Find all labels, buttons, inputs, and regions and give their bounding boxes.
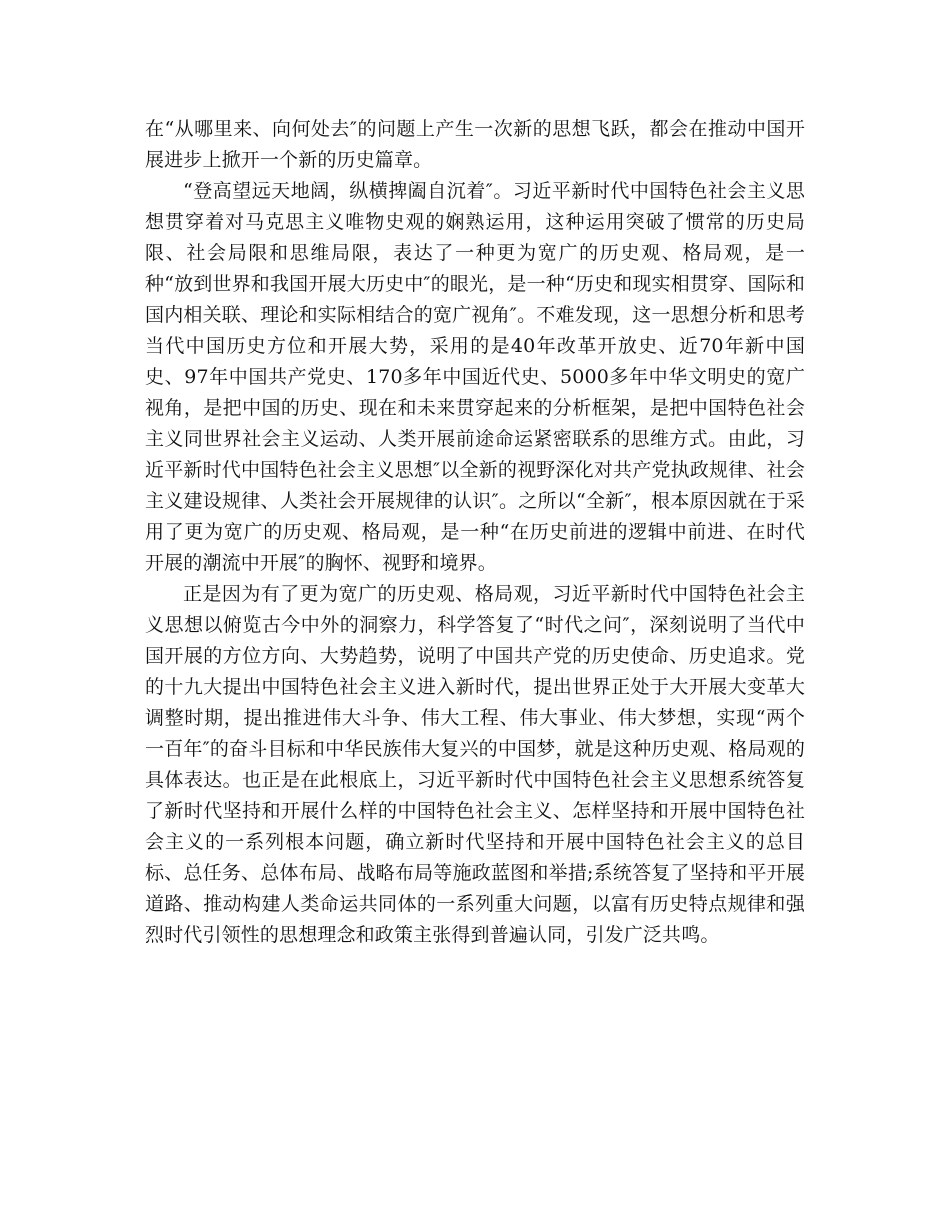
- paragraph-continuation: 在“从哪里来、向何处去″的问题上产生一次新的思想飞跃，都会在推动中国开展进步上掀开一个新的历史篇章。: [145, 118, 805, 171]
- paragraph-era-questions: 正是因为有了更为宽广的历史观、格局观，习近平新时代中国特色社会主义思想以俯览古今中外的洞察力，科学答复了“时代之问″，深刻说明了当代中国开展的方位方向、大势趋势，说明了中国共产党的历史使命、历史追求。党的十九大提出中国特色社会主义进入新时代，提出世界正处于大开展大变革大调整时期，提出推进伟大斗争、伟大工程、伟大事业、伟大梦想，实现“两个一百年″的奋斗目标和中华民族伟大复兴的中国梦，就是这种历史观、格局观的具体表达。也正是在此根底上，习近平新时代中国特色社会主义思想系统答复了新时代坚持和开展什么样的中国特色社会主义、怎样坚持和开展中国特色社会主义的一系列根本问题，确立新时代坚持和开展中国特色社会主义的总目标、总任务、总体布局、战略布局等施政蓝图和举措;系统答复了坚持和平开展道路、推动构建人类命运共同体的一系列重大问题，以富有历史特点规律和强烈时代引领性的思想理念和政策主张得到普遍认同，引发广泛共鸣。: [145, 583, 805, 946]
- paragraph-historical-perspective: “登高望远天地阔，纵横捭阖自沉着″。习近平新时代中国特色社会主义思想贯穿着对马克思主义唯物史观的娴熟运用，这种运用突破了惯常的历史局限、社会局限和思维局限，表达了一种更为宽广的历史观、格局观，是一种“放到世界和我国开展大历史中″的眼光，是一种“历史和现实相贯穿、国际和国内相关联、理论和实际相结合的宽广视角″。不难发现，这一思想分析和思考当代中国历史方位和开展大势，采用的是40年改革开放史、近70年新中国史、97年中国共产党史、170多年中国近代史、5000多年中华文明史的宽广视角，是把中国的历史、现在和未来贯穿起来的分析框架，是把中国特色社会主义同世界社会主义运动、人类开展前途命运紧密联系的思维方式。由此，习近平新时代中国特色社会主义思想″以全新的视野深化对共产党执政规律、社会主义建设规律、人类社会开展规律的认识″。之所以“全新″，根本原因就在于采用了更为宽广的历史观、格局观，是一种“在历史前进的逻辑中前进、在时代开展的潮流中开展″的胸怀、视野和境界。: [145, 180, 805, 574]
- document-body: [145, 114, 805, 951]
